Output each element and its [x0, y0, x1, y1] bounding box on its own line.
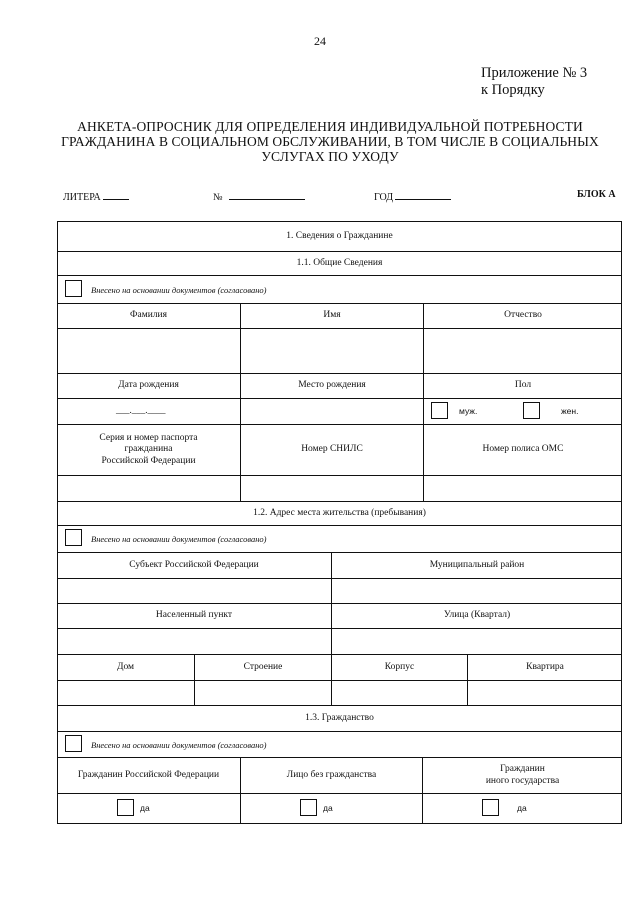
stateless-checkbox[interactable] [300, 799, 317, 816]
title-line-1: АНКЕТА-ОПРОСНИК ДЛЯ ОПРЕДЕЛЕНИЯ ИНДИВИДУАЛЬНОЙ ПОТРЕБНОСТИ [77, 119, 583, 134]
rf-citizen-yes-label: да [140, 802, 150, 813]
row-divider [57, 578, 622, 579]
stateless-yes-label: да [323, 802, 333, 813]
apartment-header: Квартира [526, 661, 564, 672]
foreign-citizen-header [423, 758, 622, 793]
form-title [60, 119, 600, 164]
birth-date-header: Дата рождения [118, 380, 179, 391]
oms-header: Номер полиса ОМС [482, 444, 564, 455]
female-label: жен. [561, 405, 579, 416]
address-documents-checkbox[interactable] [65, 529, 82, 546]
locality-header: Населенный пункт [155, 610, 233, 621]
passport-line-1: Серия и номер паспорта [99, 432, 198, 443]
passport-line-2: гражданина [124, 444, 173, 455]
section-1-1-title: 1.1. Общие Сведения [296, 257, 383, 268]
row-divider [57, 475, 622, 476]
name-header: Имя [323, 310, 341, 321]
rf-citizen-checkbox[interactable] [117, 799, 134, 816]
sex-header: Пол [514, 380, 532, 391]
annex-line-2: к Порядку [481, 82, 545, 98]
annex-reference [481, 65, 587, 99]
passport-line-3: Российской Федерации [101, 455, 196, 466]
male-label: муж. [459, 405, 478, 416]
female-checkbox[interactable] [523, 402, 540, 419]
citizenship-documents-checkbox[interactable] [65, 735, 82, 752]
number-blank[interactable] [229, 189, 305, 200]
block-label: БЛОК А [577, 189, 616, 200]
litera-label: ЛИТЕРА [63, 192, 101, 203]
row-divider [57, 328, 622, 329]
rf-citizen-header: Гражданин Российской Федерации [77, 769, 220, 780]
house-header: Дом [116, 661, 135, 672]
citizenship-documents-note: Внесено на основании документов (согласовано) [91, 739, 267, 750]
year-blank[interactable] [395, 189, 451, 200]
litera-blank[interactable] [103, 189, 129, 200]
title-line-3: УСЛУГАХ ПО УХОДУ [261, 149, 399, 164]
foreign-line-2: иного государства [485, 775, 560, 786]
row-divider [57, 793, 622, 794]
year-field[interactable] [374, 189, 451, 203]
foreign-citizen-checkbox[interactable] [482, 799, 499, 816]
birth-place-header: Место рождения [298, 380, 366, 391]
title-line-2: ГРАЖДАНИНА В СОЦИАЛЬНОМ ОБСЛУЖИВАНИИ, В ТОМ ЧИСЛЕ В СОЦИАЛЬНЫХ [61, 134, 599, 149]
subject-header: Субъект Российской Федерации [129, 559, 259, 570]
street-header: Улица (Квартал) [443, 610, 511, 621]
section-1-2-title: 1.2. Адрес места жительства (пребывания) [253, 507, 426, 518]
documents-note: Внесено на основании документов (согласовано) [91, 284, 267, 295]
passport-header [57, 425, 240, 475]
building-header: Строение [243, 661, 283, 672]
district-header: Муниципальный район [429, 559, 525, 570]
documents-checkbox[interactable] [65, 280, 82, 297]
foreign-line-1: Гражданин [500, 764, 545, 774]
year-label: ГОД [374, 192, 394, 203]
page-number: 24 [314, 34, 326, 48]
number-field[interactable] [213, 189, 305, 203]
foreign-citizen-yes-label: да [517, 802, 527, 813]
patronymic-header: Отчество [504, 310, 542, 321]
row-divider [57, 398, 622, 399]
number-label: № [213, 192, 223, 203]
snils-header: Номер СНИЛС [301, 444, 363, 455]
surname-header: Фамилия [129, 310, 167, 321]
birth-date-input[interactable]: ___.___.____ [116, 405, 166, 415]
row-divider [57, 680, 622, 681]
section-1-title: 1. Сведения о Гражданине [286, 230, 393, 241]
korpus-header: Корпус [384, 661, 415, 672]
section-1-3-title: 1.3. Гражданство [305, 712, 374, 723]
litera-field[interactable] [63, 189, 129, 203]
stateless-header: Лицо без гражданства [286, 769, 377, 780]
row-divider [57, 628, 622, 629]
address-documents-note: Внесено на основании документов (согласовано) [91, 534, 267, 544]
annex-line-1: Приложение № 3 [481, 65, 588, 81]
male-checkbox[interactable] [431, 402, 448, 419]
